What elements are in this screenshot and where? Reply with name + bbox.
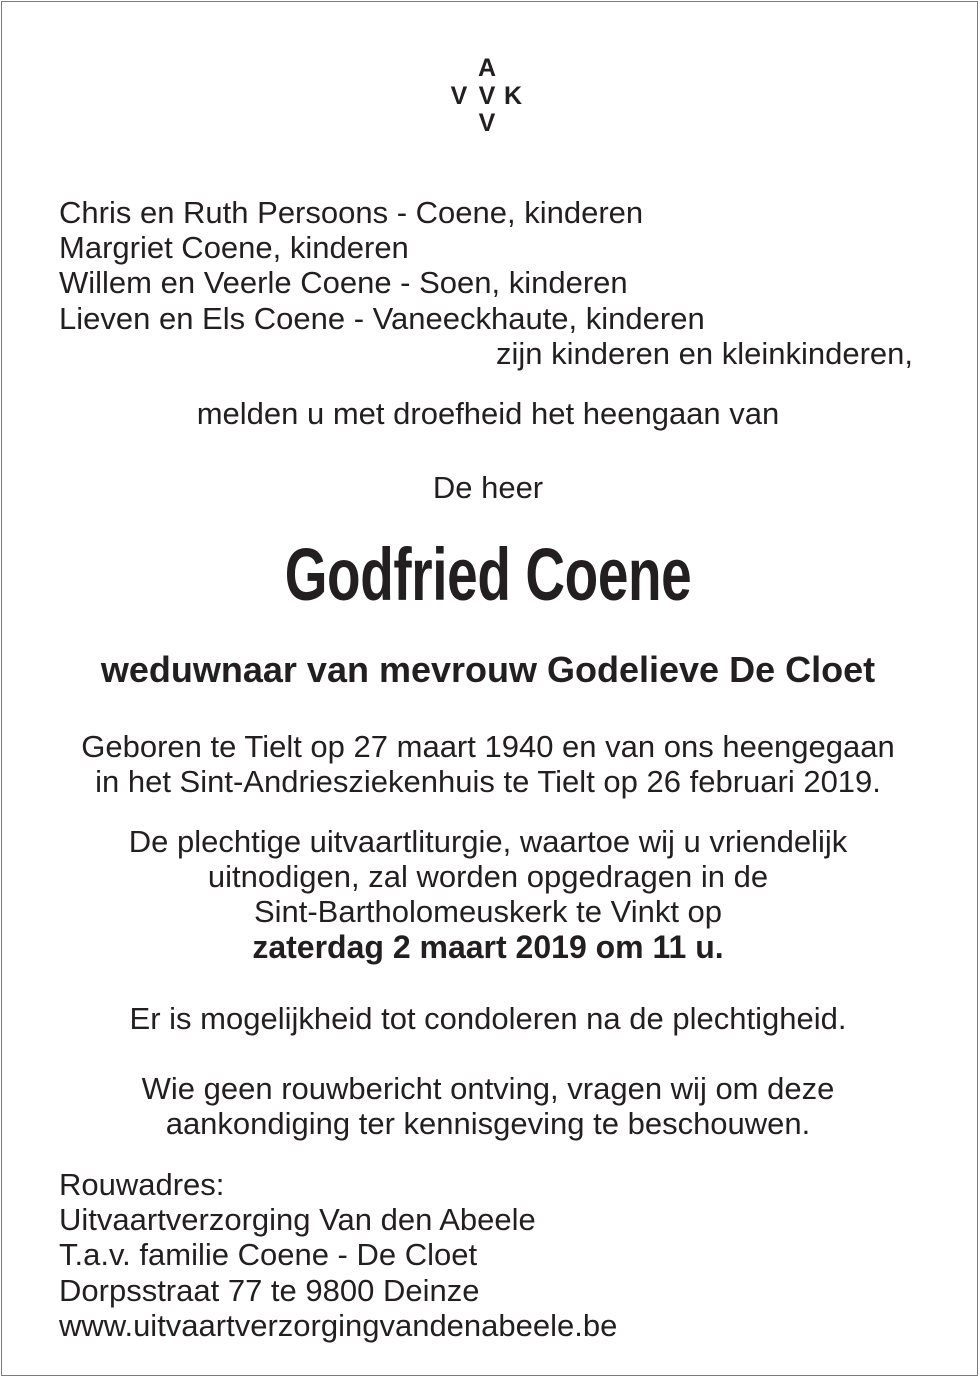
logo-letter-v-center: V: [478, 82, 496, 110]
address-website: www.uitvaartverzorgingvandenabeele.be: [59, 1307, 618, 1343]
honorific-title: De heer: [432, 470, 544, 505]
family-list: [59, 195, 913, 371]
logo-letter-a: A: [477, 54, 497, 82]
family-line: Margriet Coene, kinderen: [59, 230, 409, 266]
address-line: Dorpsstraat 77 te 9800 Deinze: [59, 1272, 480, 1308]
funeral-line: Sint-Bartholomeuskerk te Vinkt op: [253, 894, 723, 930]
logo-letter-k: K: [503, 82, 523, 110]
announcement: melden u met droefheid het heengaan van: [196, 396, 780, 431]
logo-letter-v-left: V: [450, 82, 468, 110]
notice-line: Wie geen rouwbericht ontving, vragen wij om deze: [141, 1071, 835, 1106]
birth-death-line: in het Sint-Andriesziekenhuis te Tielt op 26 februari 2019.: [95, 764, 881, 800]
family-closing: zijn kinderen en kleinkinderen,: [495, 335, 913, 371]
funeral-line: uitnodigen, zal worden opgedragen in de: [207, 859, 769, 895]
deceased-name-text: Godfried Coene: [284, 533, 692, 616]
family-line: Chris en Ruth Persoons - Coene, kinderen: [59, 195, 644, 230]
funeral-info: [0, 824, 976, 965]
relation-line: weduwnaar van mevrouw Godelieve De Cloet: [100, 649, 876, 690]
funeral-date: zaterdag 2 maart 2019 om 11 u.: [252, 928, 724, 965]
condolence-info: Er is mogelijkheid tot condoleren na de plechtigheid.: [129, 1001, 847, 1036]
logo-letter-v-bottom: V: [478, 109, 496, 137]
address-line: Uitvaartverzorging Van den Abeele: [59, 1202, 536, 1238]
birth-death-info: [0, 729, 976, 799]
family-line: Willem en Veerle Coene - Soen, kinderen: [59, 265, 628, 301]
deceased-name: [0, 533, 976, 616]
birth-death-line: Geboren te Tielt op 27 maart 1940 en van ons heengegaan: [81, 729, 895, 764]
notice-line: aankondiging ter kennisgeving te beschouwen.: [165, 1106, 811, 1142]
address-label: Rouwadres:: [59, 1167, 225, 1202]
family-line: Lieven en Els Coene - Vaneeckhaute, kinderen: [59, 300, 705, 336]
address-line: T.a.v. familie Coene - De Cloet: [59, 1237, 478, 1273]
notice-text: [0, 1071, 976, 1141]
funeral-line: De plechtige uitvaartliturgie, waartoe wij u vriendelijk: [128, 824, 848, 859]
mourning-address: [59, 1167, 913, 1343]
